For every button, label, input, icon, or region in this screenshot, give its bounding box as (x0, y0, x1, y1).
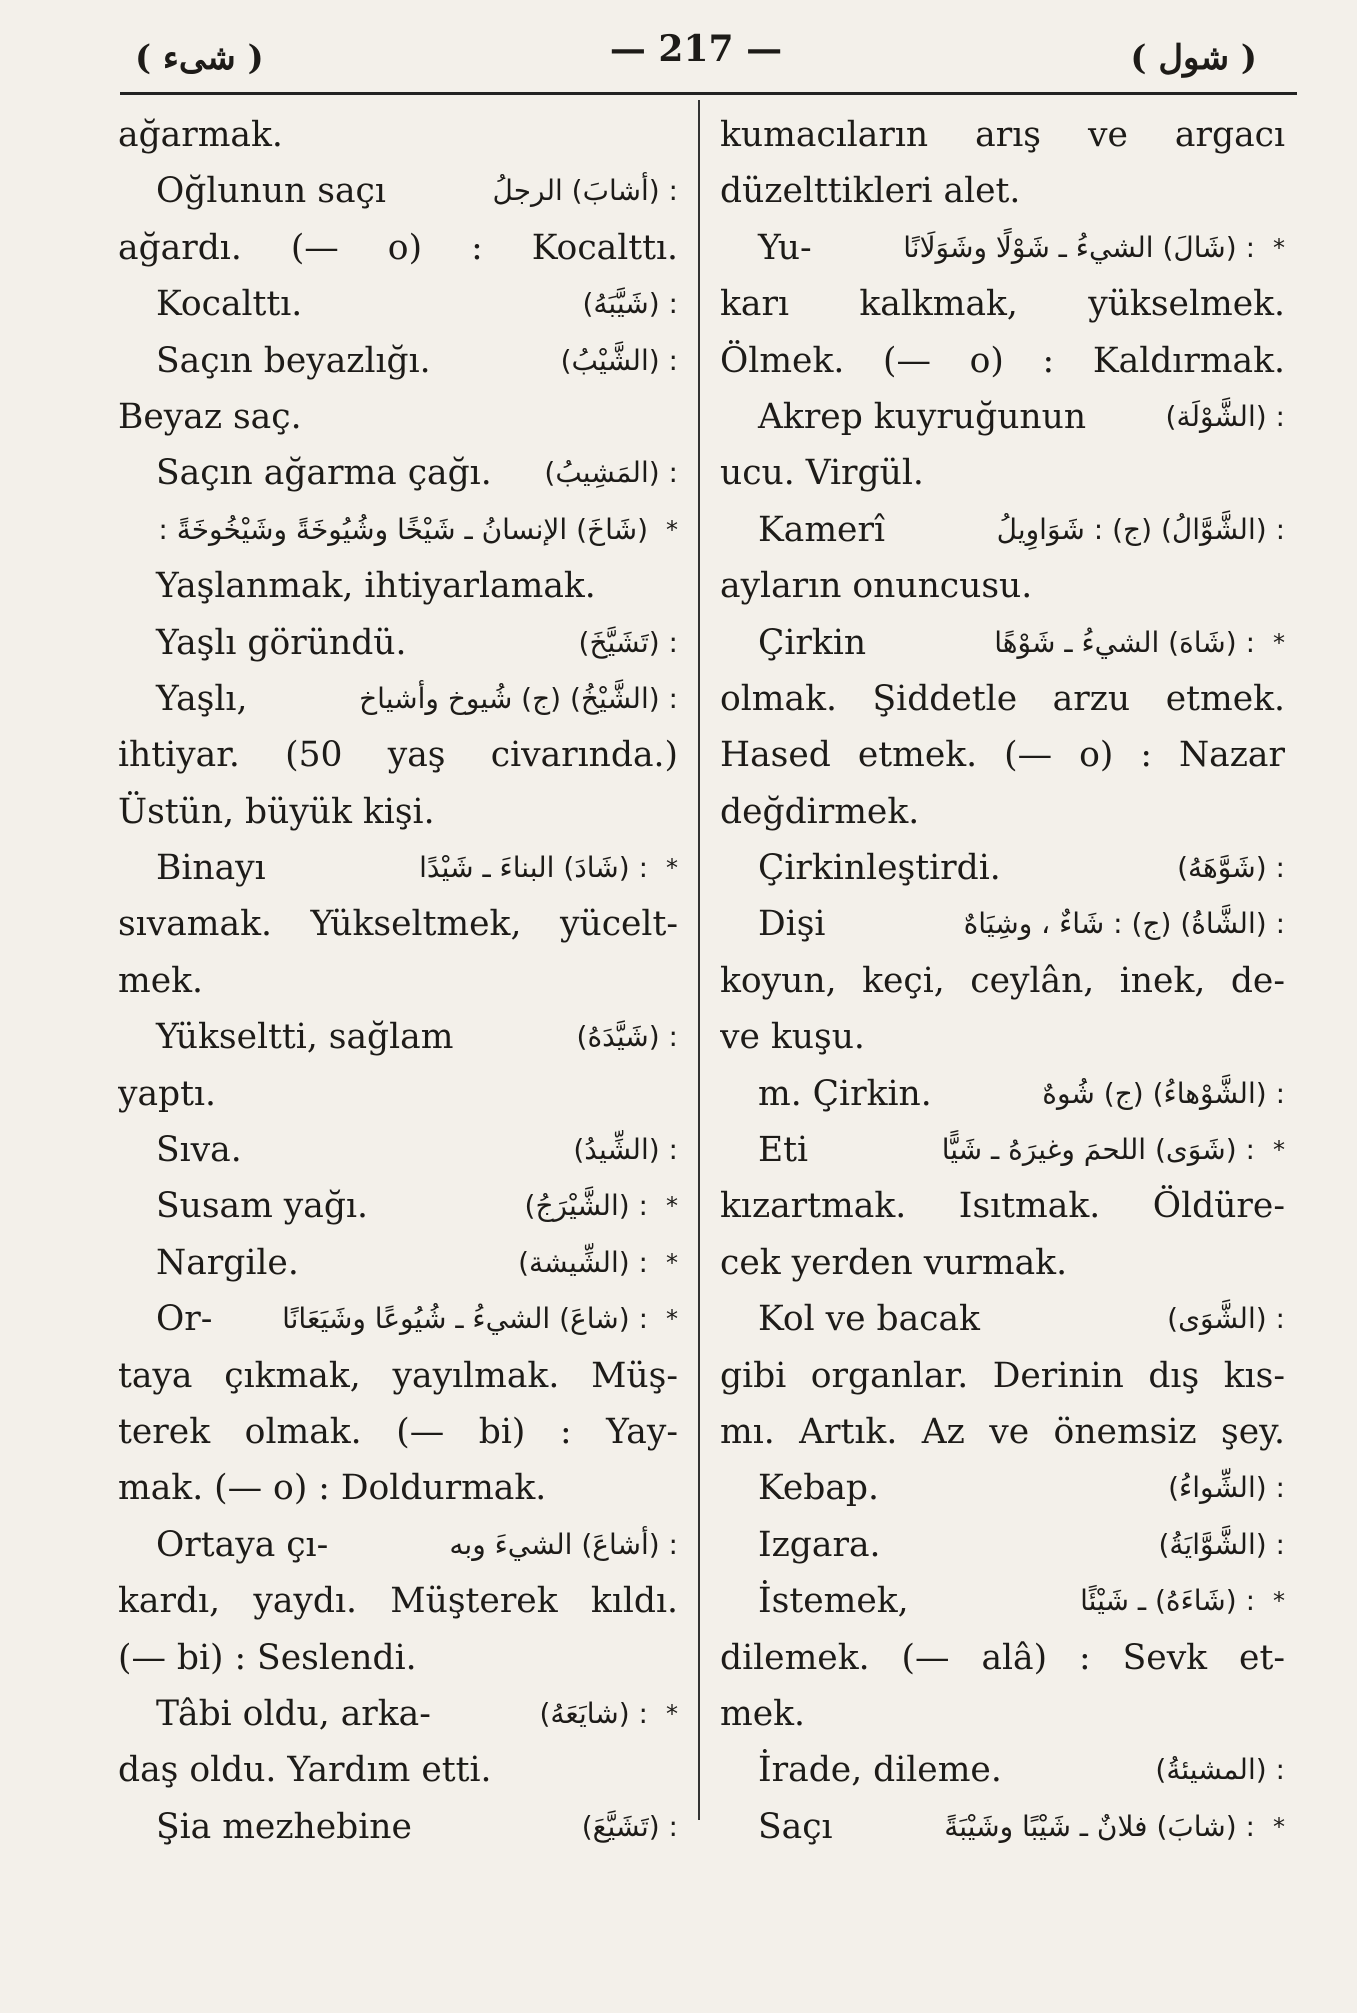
left-column (118, 107, 678, 1855)
entry-star-marker: * (666, 515, 678, 544)
dictionary-line (720, 1178, 1285, 1234)
arabic-headword: : (شَاءَهُ) ـ شَيْئًا (1080, 1584, 1255, 1618)
dictionary-line (720, 107, 1285, 163)
turkish-text: gibi organlar. Derinin dış kıs- (720, 1355, 1285, 1396)
arabic-headword: : (شَيَّبَهُ) (582, 287, 678, 321)
dictionary-line (118, 896, 678, 952)
turkish-text: Ölmek. (— o) : Kaldırmak. (720, 340, 1285, 381)
turkish-text: Yükseltti, sağlam (156, 1017, 454, 1058)
turkish-text: Şia mezhebine (156, 1806, 412, 1847)
arabic-headword: : (شَيَّدَهُ) (576, 1020, 678, 1054)
dictionary-line (118, 1009, 678, 1065)
arabic-headword: : (الشَّيْبُ) (560, 343, 678, 377)
arabic-headword: : (شابَ) فلانٌ ـ شَيْبًا وشَيْبَةً (944, 1809, 1255, 1843)
turkish-text: ağardı. (— o) : Kocalttı. (118, 227, 678, 268)
dictionary-line (118, 727, 678, 783)
turkish-text: Yaşlı göründü. (156, 622, 407, 663)
dictionary-line (720, 558, 1285, 614)
dictionary-line (720, 220, 1285, 276)
dictionary-line (720, 1742, 1285, 1798)
dictionary-line (118, 1573, 678, 1629)
entry-star-marker: * (1273, 628, 1285, 657)
arabic-headword: : (الشَّوْلَة) (1165, 399, 1285, 433)
arabic-headword: : (شَاهَ) الشيءُ ـ شَوْهًا (994, 625, 1255, 659)
dictionary-line (118, 615, 678, 671)
turkish-text: Üstün, büyük kişi. (118, 791, 435, 832)
arabic-headword: : (الشَّوَّايَةُ) (1158, 1527, 1285, 1561)
arabic-headword: : (الشَّوَى) (1167, 1302, 1285, 1336)
turkish-text: daş oldu. Yardım etti. (118, 1750, 492, 1791)
dictionary-line (118, 784, 678, 840)
entry-star-marker: * (1273, 1136, 1285, 1165)
turkish-text: Kol ve bacak (758, 1299, 980, 1340)
turkish-text: Yaşlanmak, ihtiyarlamak. (156, 566, 596, 607)
turkish-text: Oğlunun saçı (156, 171, 386, 212)
turkish-text: Tâbi oldu, arka- (156, 1693, 431, 1734)
dictionary-line (720, 1686, 1285, 1742)
arabic-headword: : (الشَّوْهاءُ) (ج) شُوهٌ (1042, 1076, 1285, 1110)
turkish-text: Nargile. (156, 1242, 299, 1283)
dictionary-line (720, 1799, 1285, 1855)
arabic-headword: : (الشَّاةُ) (ج) : شَاءٌ ، وشِيَاهٌ (963, 907, 1285, 941)
dictionary-line (118, 1235, 678, 1291)
turkish-text: Saçın beyazlığı. (156, 340, 431, 381)
dictionary-line (118, 1742, 678, 1798)
dictionary-line (720, 1517, 1285, 1573)
arabic-headword: : (المَشِيبُ) (544, 456, 678, 490)
dictionary-line (720, 1630, 1285, 1686)
turkish-text: mı. Artık. Az ve önemsiz şey. (720, 1411, 1285, 1452)
arabic-headword: : (الشِّيشة) (518, 1245, 648, 1279)
dictionary-line (118, 1348, 678, 1404)
dictionary-line (118, 220, 678, 276)
turkish-text: kumacıların arış ve argacı (720, 115, 1285, 155)
header-rule (120, 92, 1297, 95)
dictionary-line (118, 1178, 678, 1234)
dictionary-line (118, 445, 678, 501)
turkish-text: ve kuşu. (720, 1017, 865, 1058)
turkish-text: Saçın ağarma çağı. (156, 453, 492, 494)
arabic-headword: : (الشَّوَّالُ) (ج) : شَوَاوِيلُ (996, 512, 1285, 546)
turkish-text: sıvamak. Yükseltmek, yücelt- (118, 904, 678, 945)
turkish-text: İstemek, (758, 1581, 909, 1622)
dictionary-line (118, 1517, 678, 1573)
turkish-text: ayların onuncusu. (720, 566, 1033, 607)
turkish-text: Beyaz saç. (118, 396, 302, 437)
dictionary-line (720, 1009, 1285, 1065)
arabic-headword: : (تَشَيَّخَ) (578, 625, 678, 659)
turkish-text: Akrep kuyruğunun (758, 396, 1087, 437)
dictionary-line (720, 896, 1285, 952)
turkish-text: olmak. Şiddetle arzu etmek. (720, 678, 1285, 719)
turkish-text: cek yerden vurmak. (720, 1242, 1068, 1283)
turkish-text: (— bi) : Seslendi. (118, 1637, 417, 1678)
turkish-text: Susam yağı. (156, 1186, 368, 1227)
entry-star-marker: * (666, 1248, 678, 1277)
arabic-headword: : (شَالَ) الشيءُ ـ شَوْلًا وشَوَلَانًا (903, 230, 1255, 264)
dictionary-line (720, 615, 1285, 671)
arabic-headword: (شَاخَ) الإنسانُ ـ شَيْخًا وشُيُوخَةً وشَيْخُوخَةً : (158, 512, 648, 546)
dictionary-line (720, 163, 1285, 219)
page-header (95, 28, 1297, 98)
turkish-text: kızartmak. Isıtmak. Öldüre- (720, 1186, 1285, 1227)
turkish-text: Or- (156, 1299, 213, 1340)
turkish-text: ucu. Virgül. (720, 453, 924, 494)
arabic-headword: : (أشابَ) الرجلُ (492, 174, 678, 208)
dictionary-line (118, 1291, 678, 1347)
dictionary-line (720, 1348, 1285, 1404)
turkish-text: Kebap. (758, 1468, 879, 1509)
turkish-text: Sıva. (156, 1130, 242, 1171)
dictionary-line (720, 1235, 1285, 1291)
dictionary-line (118, 1686, 678, 1742)
arabic-headword: : (الشِّواءُ) (1168, 1471, 1285, 1505)
dictionary-line (118, 1122, 678, 1178)
right-column (720, 107, 1285, 1855)
dictionary-line (118, 671, 678, 727)
dictionary-line (720, 389, 1285, 445)
dictionary-line (118, 1066, 678, 1122)
arabic-headword: : (الشِّيدُ) (573, 1133, 678, 1167)
dictionary-line (118, 389, 678, 445)
column-divider (698, 100, 700, 1820)
dictionary-line (720, 276, 1285, 332)
turkish-text: yaptı. (118, 1073, 217, 1114)
arabic-headword: : (تَشَيَّعَ) (581, 1809, 678, 1843)
page-number: — 217 — (609, 28, 783, 70)
dictionary-line (118, 558, 678, 614)
turkish-text: düzelttikleri alet. (720, 171, 1021, 212)
turkish-text: İrade, dileme. (758, 1750, 1002, 1791)
dictionary-line (720, 1066, 1285, 1122)
entry-star-marker: * (666, 854, 678, 883)
dictionary-line (118, 953, 678, 1009)
arabic-headword: : (الشَّيْخُ) (ج) شُيوخ وأشياخ (359, 681, 678, 715)
dictionary-line (720, 1460, 1285, 1516)
turkish-text: ağarmak. (118, 115, 283, 155)
dictionary-line (720, 671, 1285, 727)
turkish-text: Kamerî (758, 509, 885, 550)
dictionary-line (118, 1460, 678, 1516)
dictionary-line (118, 1799, 678, 1855)
entry-star-marker: * (1273, 233, 1285, 262)
dictionary-line (118, 502, 678, 558)
turkish-text: karı kalkmak, yükselmek. (720, 284, 1285, 325)
entry-star-marker: * (666, 1192, 678, 1221)
turkish-text: Çirkinleştirdi. (758, 848, 1001, 889)
dictionary-line (720, 445, 1285, 501)
arabic-headword: : (شَوَّهَهُ) (1177, 851, 1285, 885)
turkish-text: taya çıkmak, yayılmak. Müş- (118, 1355, 678, 1396)
dictionary-line (720, 727, 1285, 783)
turkish-text: Izgara. (758, 1524, 881, 1565)
entry-star-marker: * (1273, 1587, 1285, 1616)
dictionary-line (118, 276, 678, 332)
arabic-headword: : (شايَعَهُ) (539, 1696, 648, 1730)
turkish-text: Yu- (758, 227, 812, 268)
arabic-headword: : (شَوَى) اللحمَ وغيرَهُ ـ شَيًّا (941, 1133, 1255, 1167)
turkish-text: mek. (118, 960, 204, 1001)
turkish-text: terek olmak. (— bi) : Yay- (118, 1411, 678, 1452)
dictionary-line (118, 1630, 678, 1686)
header-right-root: ( شول ) (1130, 38, 1257, 78)
turkish-text: Saçı (758, 1806, 833, 1847)
turkish-text: ihtiyar. (50 yaş civarında.) (118, 735, 678, 776)
dictionary-line (720, 953, 1285, 1009)
entry-star-marker: * (1273, 1812, 1285, 1841)
header-left-root: ( شىء ) (135, 38, 264, 78)
turkish-text: Eti (758, 1130, 809, 1171)
turkish-text: Dişi (758, 904, 826, 945)
arabic-headword: : (الشَّيْرَجُ) (524, 1189, 648, 1223)
arabic-headword: : (شاعَ) الشيءُ ـ شُيُوعًا وشَيَعَانًا (282, 1302, 648, 1336)
turkish-text: Hased etmek. (— o) : Nazar (720, 735, 1285, 776)
dictionary-line (720, 333, 1285, 389)
dictionary-line (118, 163, 678, 219)
turkish-text: Yaşlı, (156, 678, 248, 719)
turkish-text: Ortaya çı- (156, 1524, 329, 1565)
turkish-text: Çirkin (758, 622, 867, 663)
turkish-text: Kocalttı. (156, 284, 303, 325)
turkish-text: mak. (— o) : Doldurmak. (118, 1468, 547, 1509)
dictionary-line (720, 1291, 1285, 1347)
arabic-headword: : (المشيئةُ) (1155, 1753, 1285, 1787)
dictionary-line (118, 840, 678, 896)
dictionary-line (720, 1573, 1285, 1629)
dictionary-line (720, 1122, 1285, 1178)
dictionary-line (118, 1404, 678, 1460)
dictionary-line (118, 333, 678, 389)
turkish-text: kardı, yaydı. Müşterek kıldı. (118, 1581, 678, 1622)
dictionary-line (720, 1404, 1285, 1460)
dictionary-line (118, 107, 678, 163)
dictionary-line (720, 784, 1285, 840)
turkish-text: m. Çirkin. (758, 1073, 932, 1114)
turkish-text: koyun, keçi, ceylân, inek, de- (720, 960, 1285, 1001)
entry-star-marker: * (666, 1699, 678, 1728)
dictionary-line (720, 502, 1285, 558)
turkish-text: değdirmek. (720, 791, 920, 832)
entry-star-marker: * (666, 1305, 678, 1334)
arabic-headword: : (أشاعَ) الشيءَ وبه (449, 1527, 678, 1561)
turkish-text: mek. (720, 1693, 806, 1734)
turkish-text: dilemek. (— alâ) : Sevk et- (720, 1637, 1285, 1678)
dictionary-line (720, 840, 1285, 896)
turkish-text: Binayı (156, 848, 266, 889)
arabic-headword: : (شَادَ) البناءَ ـ شَيْدًا (419, 851, 648, 885)
